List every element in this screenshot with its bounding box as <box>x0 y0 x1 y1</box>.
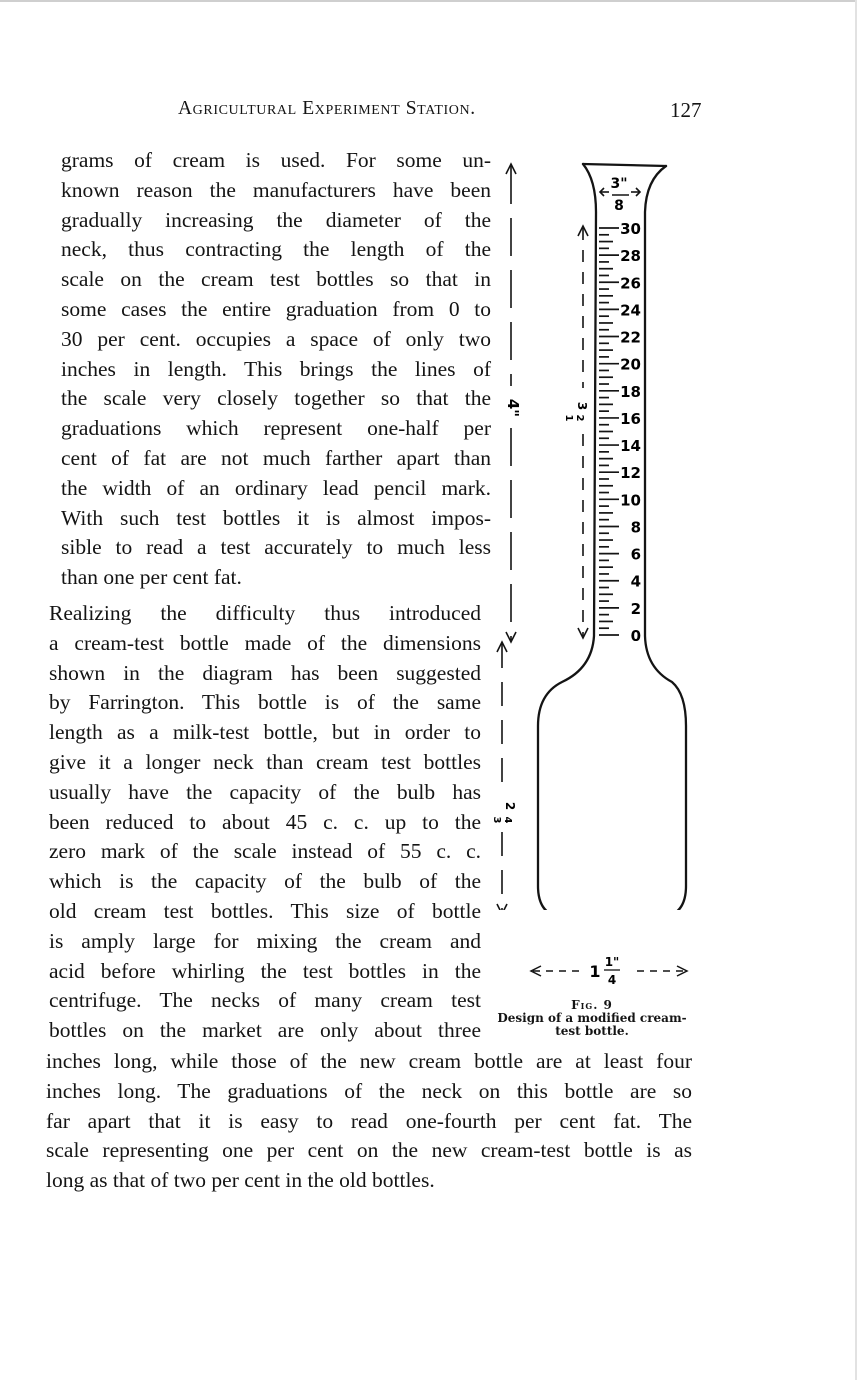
dim-top-numerator: 3" <box>610 176 628 192</box>
text-line: neck, thus contracting the length of the <box>61 237 491 262</box>
text-line: 30 per cent. occupies a space of only two <box>61 326 491 351</box>
text-line: bottles on the market are only about three <box>49 1018 481 1043</box>
text-line: is amply large for mixing the cream and <box>49 928 481 953</box>
paragraph-2-continuation <box>46 1047 692 1196</box>
running-head: Agricultural Experiment Station. <box>178 98 476 119</box>
scale-number: 2 <box>630 599 641 618</box>
scale-number: 14 <box>620 437 641 456</box>
dim-bulb-denominator: 4 <box>502 816 513 824</box>
scale-number: 0 <box>630 627 641 645</box>
figure-caption-line-2: test bottle. <box>555 1024 629 1038</box>
text-line: scale representing one per cent on the new cream-test bottle is as <box>46 1138 692 1163</box>
paragraph-1 <box>61 146 491 593</box>
width-dimension <box>525 952 695 992</box>
text-line: old cream test bottles. This size of bottle <box>49 898 481 923</box>
text-line: long as that of two per cent in the old bottles. <box>46 1168 435 1193</box>
text-line: which is the capacity of the bulb of the <box>49 869 481 894</box>
scale-labels <box>620 220 641 645</box>
scale-number: 28 <box>620 247 641 266</box>
text-line: far apart that it is easy to read one-fourth per cent fat. The <box>46 1108 692 1133</box>
dim-total-length: 4" <box>504 398 522 418</box>
dim-scale-numerator: 1 <box>563 414 574 422</box>
text-line: centrifuge. The necks of many cream test <box>49 988 481 1013</box>
text-line: known reason the manufacturers have been <box>61 177 491 202</box>
dim-width-denominator: 4 <box>607 973 617 987</box>
scale-number: 26 <box>620 274 641 293</box>
text-line: scale on the cream test bottles so that in <box>61 267 491 292</box>
scale-number: 12 <box>620 464 641 483</box>
dim-bulb-whole: 2 <box>503 801 517 811</box>
text-line: zero mark of the scale instead of 55 c. c. <box>49 839 481 864</box>
scale-number: 18 <box>620 382 641 401</box>
text-line: length as a milk-test bottle, but in order to <box>49 720 481 745</box>
text-line: some cases the entire graduation from 0 to <box>61 296 491 321</box>
text-line: With such test bottles it is almost impos- <box>61 505 491 530</box>
text-line: inches long, while those of the new cream bottle are at least four <box>46 1049 692 1073</box>
text-line: Realizing the difficulty thus introduced <box>49 601 481 625</box>
scale-number: 30 <box>620 220 641 238</box>
figure-label: Fig. 9 <box>571 998 613 1012</box>
text-line: inches long. The graduations of the neck on this bottle are so <box>46 1078 692 1103</box>
figure-caption <box>476 999 708 1038</box>
text-line: the scale very closely together so that the <box>61 386 491 411</box>
text-line: graduations which represent one-half per <box>61 416 491 441</box>
dim-bulb-numerator: 3 <box>491 816 502 824</box>
scale-number: 6 <box>630 545 641 564</box>
dim-scale-whole: 3 <box>575 401 589 411</box>
text-line: by Farrington. This bottle is of the same <box>49 690 481 715</box>
figure-caption-line-1: Design of a modified cream- <box>497 1011 687 1025</box>
bottle-outline <box>538 164 686 910</box>
figure-cream-test-bottle <box>488 150 718 910</box>
page-number: 127 <box>670 98 702 122</box>
text-line: gradually increasing the diameter of the <box>61 207 491 232</box>
bottle-diagram <box>488 150 718 910</box>
text-line: grams of cream is used. For some un- <box>61 148 491 172</box>
dim-width-whole: 1 <box>589 962 601 981</box>
graduation-ticks <box>599 228 619 635</box>
scale-number: 20 <box>620 355 641 374</box>
scale-number: 10 <box>620 491 641 510</box>
text-line: cent of fat are not much farther apart than <box>61 445 491 470</box>
dim-scale-denominator: 2 <box>574 414 585 422</box>
page-edge-top <box>0 0 857 2</box>
paragraph-2 <box>49 599 481 1046</box>
scale-number: 8 <box>630 518 641 537</box>
text-line: acid before whirling the test bottles in the <box>49 958 481 983</box>
scale-number: 4 <box>630 572 641 591</box>
text-line: usually have the capacity of the bulb has <box>49 779 481 804</box>
dimension-marks <box>497 164 640 910</box>
scale-number: 22 <box>620 328 641 347</box>
scale-number: 24 <box>620 301 641 320</box>
text-line: shown in the diagram has been suggested <box>49 660 481 685</box>
text-line: than one per cent fat. <box>61 565 242 590</box>
text-line: been reduced to about 45 c. c. up to the <box>49 809 481 834</box>
text-line: the width of an ordinary lead pencil mark. <box>61 475 491 500</box>
dim-width-numerator: 1" <box>604 955 620 969</box>
text-line: inches in length. This brings the lines of <box>61 356 491 381</box>
text-line: give it a longer neck than cream test bottles <box>49 749 481 774</box>
dim-top-denominator: 8 <box>614 198 624 214</box>
text-line: sible to read a test accurately to much less <box>61 535 491 560</box>
scale-number: 16 <box>620 409 641 428</box>
text-line: a cream-test bottle made of the dimensions <box>49 630 481 655</box>
